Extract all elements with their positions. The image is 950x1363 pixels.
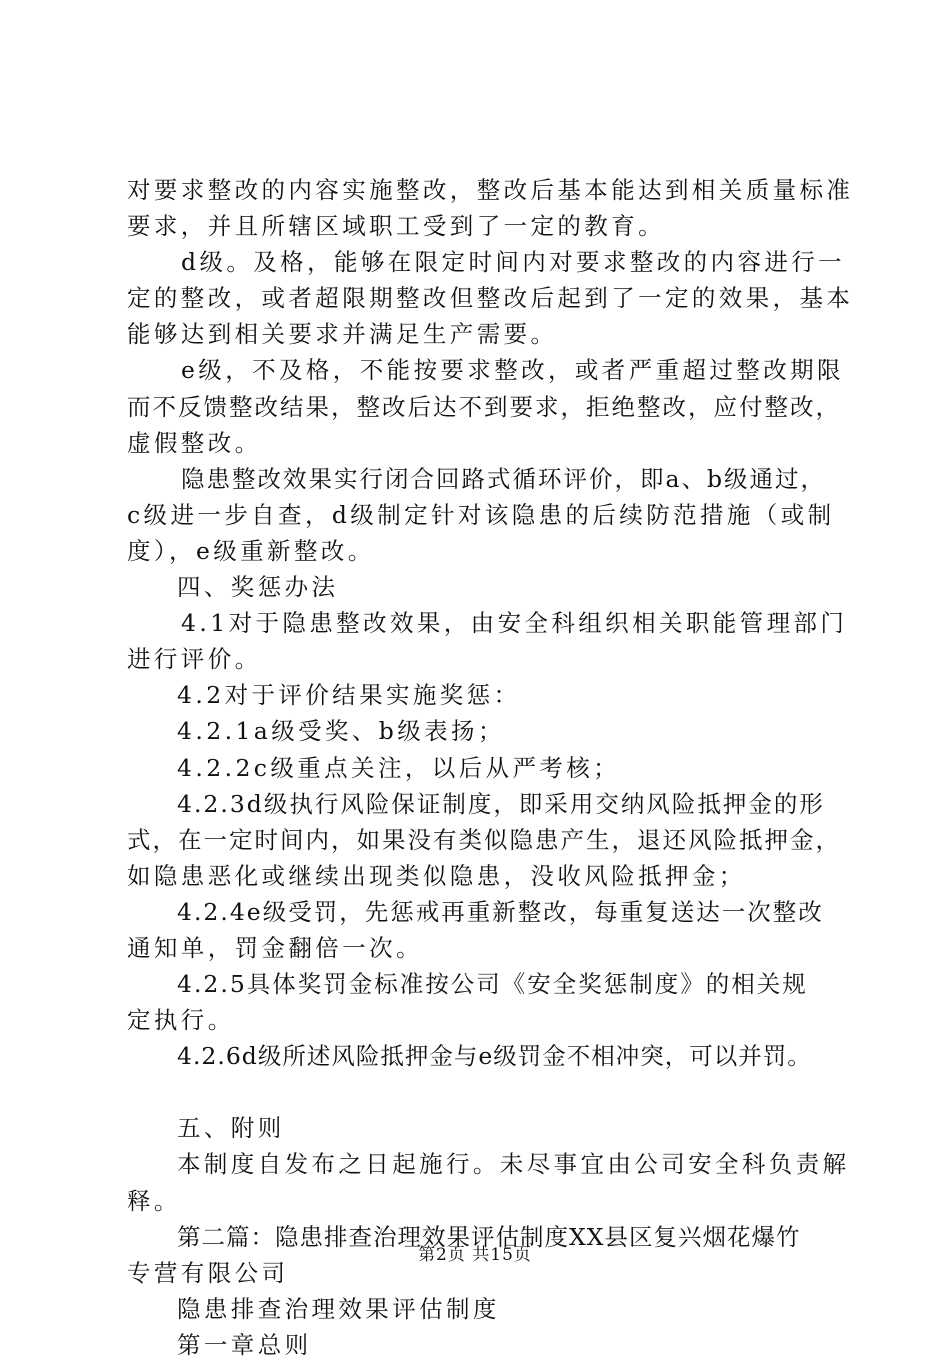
- paragraph-line: 定执行。: [127, 1006, 235, 1035]
- paragraph-line: 4.2.1a级受奖、b级表扬；: [177, 717, 505, 746]
- paragraph-line: 定的整改，或者超限期整改但整改后起到了一定的效果，基本: [127, 284, 854, 313]
- paragraph-line: 4.2.6d级所述风险抵押金与e级罚金不相冲突，可以并罚。: [177, 1042, 812, 1071]
- paragraph-line: 式，在一定时间内，如果没有类似隐患产生，退还风险抵押金，: [127, 825, 841, 854]
- paragraph-line: 度），e级重新整改。: [127, 536, 375, 565]
- paragraph-line: 4.2对于评价结果实施奖惩：: [177, 681, 521, 710]
- paragraph-line: 专营有限公司: [127, 1258, 289, 1287]
- paragraph-line: 第二篇：隐患排查治理效果评估制度XX县区复兴烟花爆竹: [177, 1222, 801, 1251]
- section-heading: 五、附则: [177, 1114, 285, 1143]
- paragraph-line: 4.2.3d级执行风险保证制度，即采用交纳风险抵押金的形: [177, 789, 825, 818]
- paragraph-line: 如隐患恶化或继续出现类似隐患，没收风险抵押金；: [127, 861, 746, 890]
- paragraph-line: 进行评价。: [127, 645, 262, 674]
- document-title: 隐患排查治理效果评估制度: [177, 1294, 500, 1323]
- paragraph-line: 4.2.2c级重点关注，以后从严考核；: [177, 753, 621, 782]
- paragraph-line: 4.1对于隐患整改效果，由安全科组织相关职能管理部门: [181, 609, 848, 638]
- document-body: [127, 172, 854, 1363]
- paragraph-line: 释。: [127, 1186, 181, 1215]
- chapter-heading: 第一章总则: [177, 1330, 312, 1359]
- paragraph-line: 能够达到相关要求并满足生产需要。: [127, 320, 558, 349]
- blank-line: [127, 1074, 845, 1110]
- paragraph-line: e级，不及格，不能按要求整改，或者严重超过整改期限: [181, 356, 844, 385]
- paragraph-line: 隐患整改效果实行闭合回路式循环评价，即a、b级通过，: [181, 464, 827, 493]
- paragraph-line: 要求，并且所辖区域职工受到了一定的教育。: [127, 212, 665, 241]
- section-heading: 四、奖惩办法: [177, 573, 339, 602]
- paragraph-line: 4.2.4e级受罚，先惩戒再重新整改，每重复送达一次整改: [177, 897, 824, 926]
- paragraph-line: c级进一步自查，d级制定针对该隐患的后续防范措施（或制: [127, 500, 835, 529]
- paragraph-line: 本制度自发布之日起施行。未尽事宜由公司安全科负责解: [177, 1150, 850, 1179]
- paragraph-line: 虚假整改。: [127, 428, 262, 457]
- paragraph-line: 而不反馈整改结果，整改后达不到要求，拒绝整改，应付整改，: [127, 392, 841, 421]
- paragraph-line: 对要求整改的内容实施整改，整改后基本能达到相关质量标准: [127, 176, 854, 204]
- paragraph-line: 通知单，罚金翻倍一次。: [127, 933, 423, 962]
- page-footer: 第2页 共15页: [418, 1245, 532, 1265]
- paragraph-line: 4.2.5具体奖罚金标准按公司《安全奖惩制度》的相关规: [177, 970, 808, 999]
- paragraph-line: d级。及格，能够在限定时间内对要求整改的内容进行一: [181, 248, 846, 277]
